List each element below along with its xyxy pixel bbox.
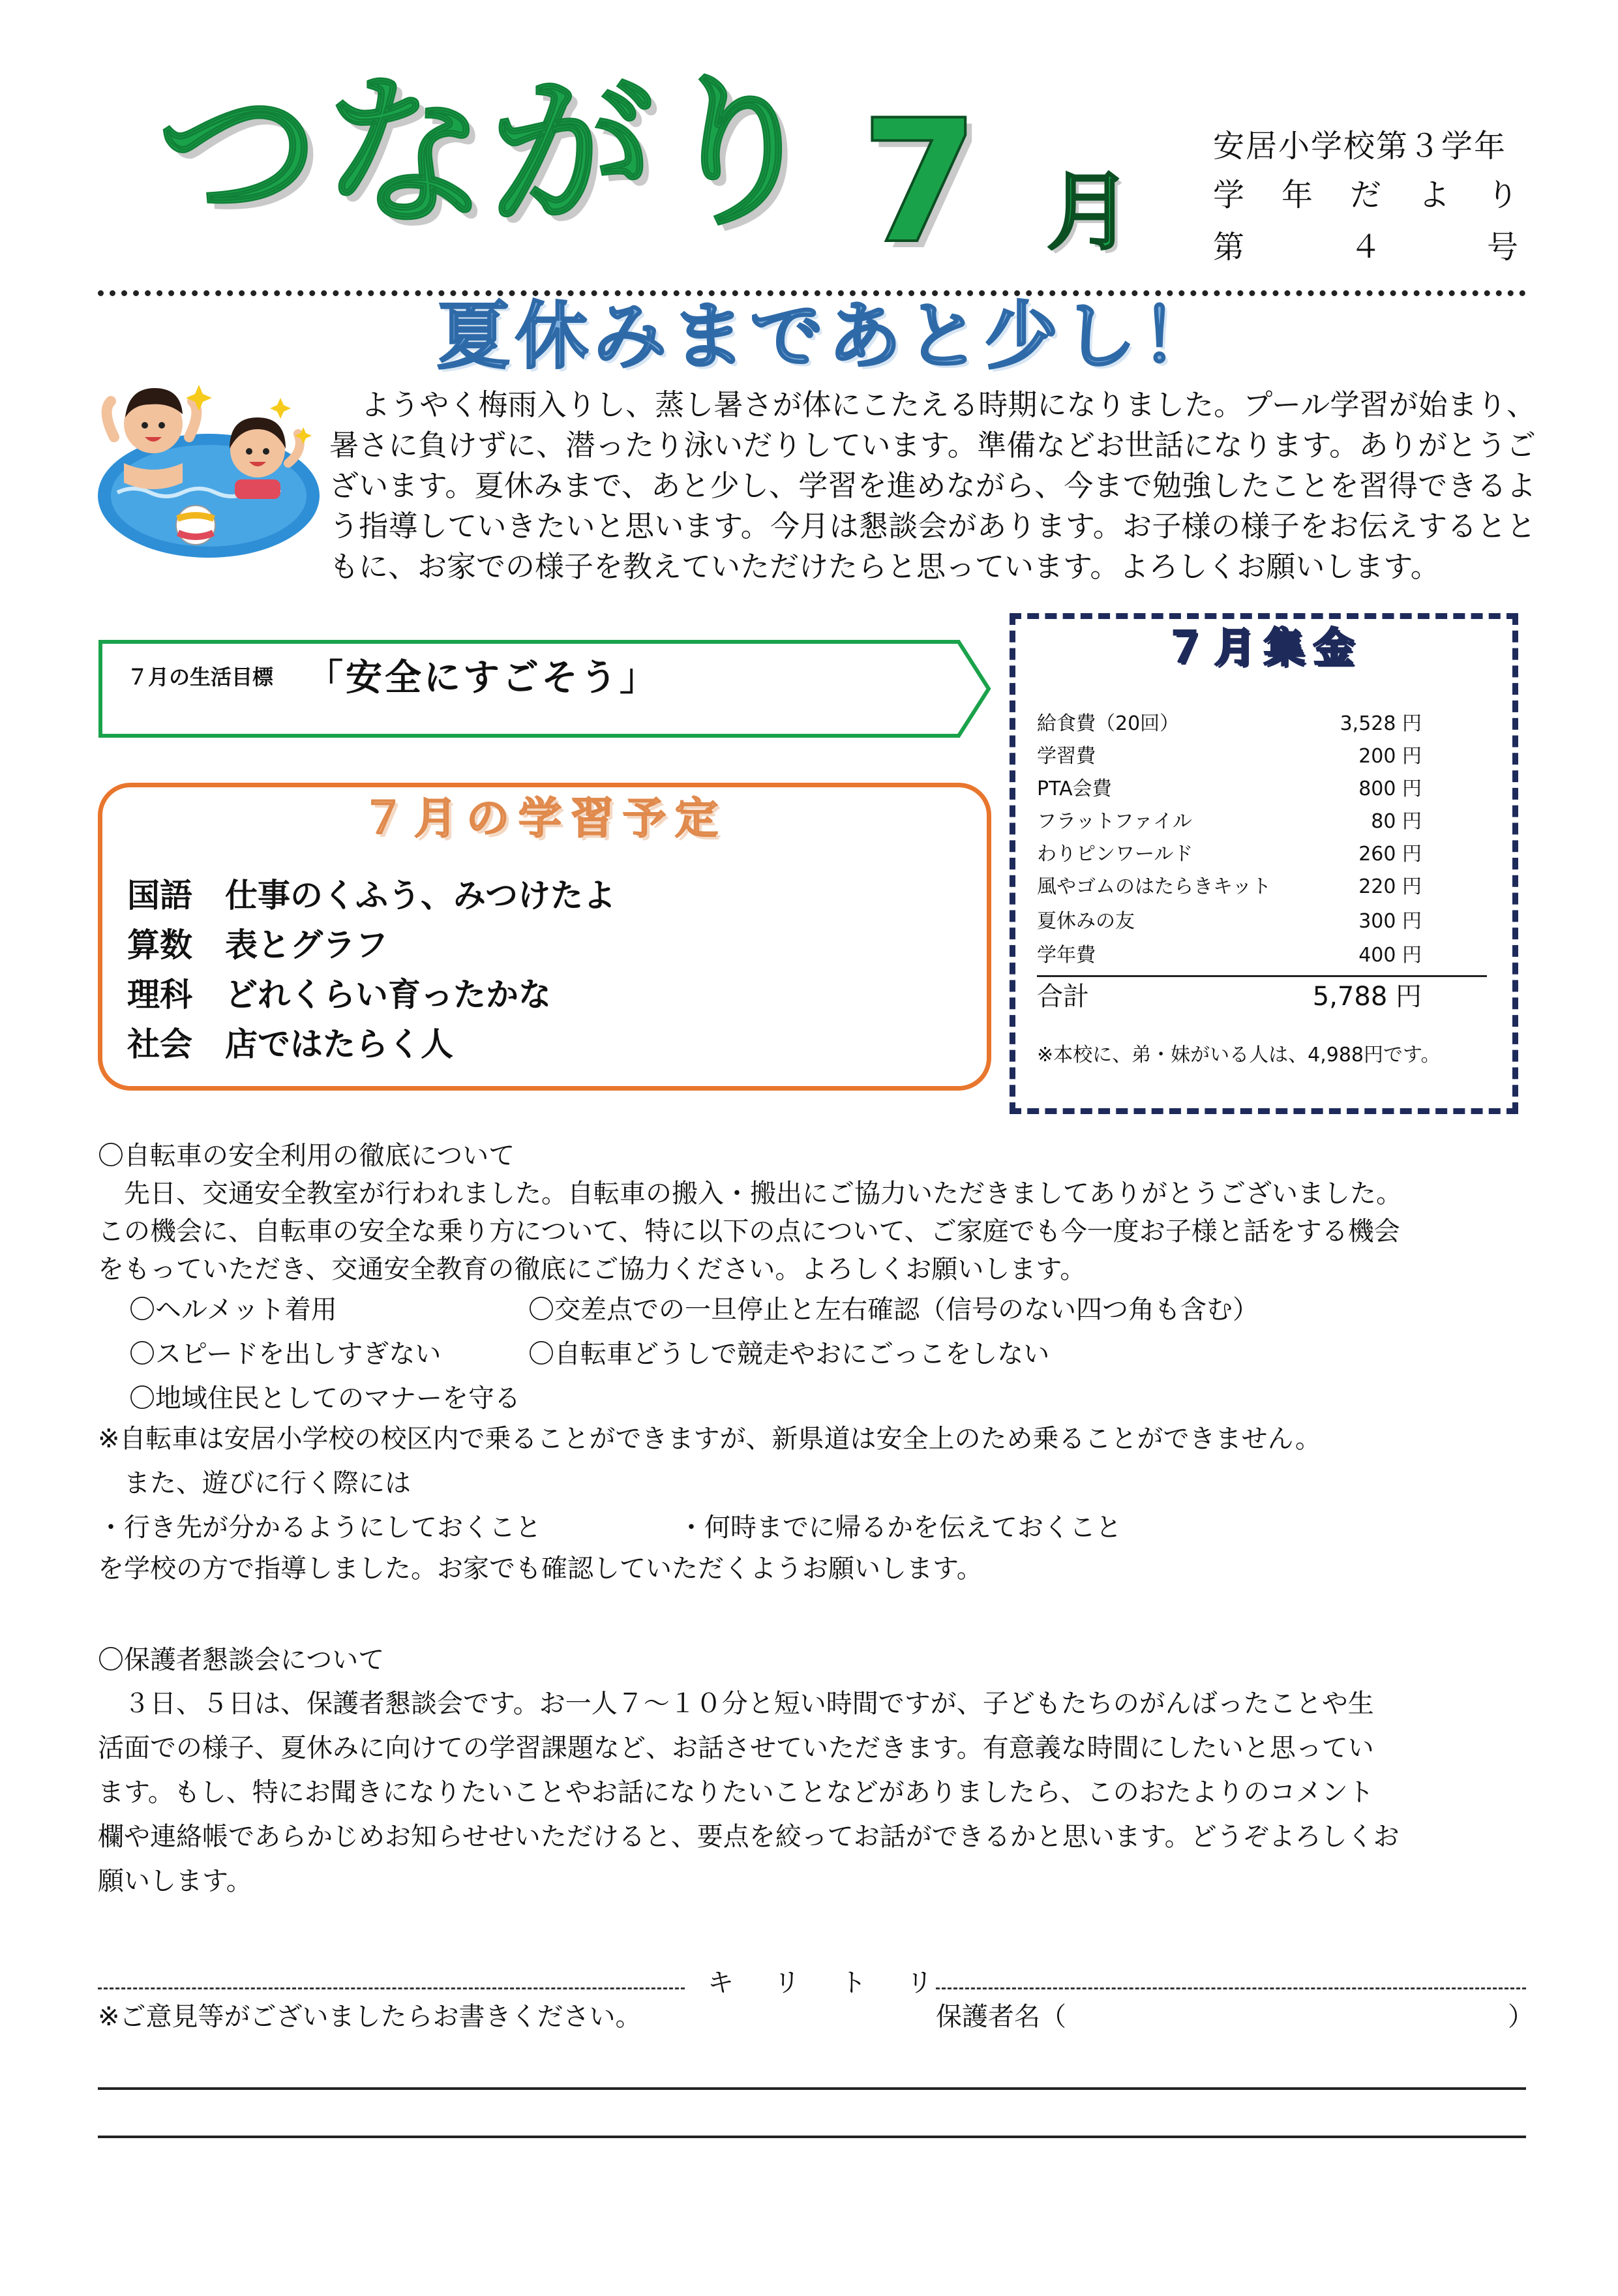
study-row: 理科 どれくらい育ったかな	[127, 976, 551, 1014]
play-rule: ・行き先が分かるようにしておくこと	[98, 1513, 541, 1543]
fee-collection-title: ７月集金	[1164, 624, 1363, 671]
body-line: また、遊びに行く際には	[98, 1468, 411, 1498]
fee-row: 給食費（20回） 3,528 円	[1037, 712, 1422, 735]
play-rule: ・何時までに帰るかを伝えておくこと	[678, 1513, 1122, 1543]
comment-line[interactable]	[98, 2087, 1526, 2090]
fee-row: PTA会費 800 円	[1037, 778, 1422, 800]
study-row: 算数 表とグラフ	[127, 926, 388, 964]
body-line: 欄や連絡帳であらかじめお知らせせいただけると、要点を絞ってお話ができるかと思います。どうぞよろしくお	[98, 1822, 1400, 1852]
cut-line-left	[98, 1987, 685, 1989]
body-line: をもっていただき、交通安全教育の徹底にご協力ください。よろしくお願いします。	[98, 1254, 1086, 1284]
fee-row: わりピンワールド 260 円	[1037, 843, 1422, 866]
study-row: 社会 店ではたらく人	[127, 1025, 453, 1063]
fee-row: 学年費 400 円	[1037, 944, 1422, 967]
body-line: を学校の方で指導しました。お家でも確認していただくようお願いします。	[98, 1554, 983, 1584]
fee-row: 学習費 200 円	[1037, 745, 1422, 768]
fee-row: 夏休みの友 300 円	[1037, 910, 1422, 933]
study-plan-title: ７月の学習予定	[362, 793, 727, 843]
life-goal-text: 「安全にすごそう」	[307, 657, 659, 699]
body-line: この機会に、自転車の安全な乗り方について、特に以下の点について、ご家庭でも今一度お子様と話をする機会	[98, 1216, 1400, 1246]
month-kanji: 月	[1047, 162, 1132, 262]
guardian-name-label: 保護者名（	[936, 2002, 1066, 2032]
swimming-kids-illustration	[85, 372, 326, 574]
body-line: ３日、５日は、保護者懇談会です。お一人７～１０分と短い時間ですが、子どもたちのがんばったことや生	[98, 1689, 1374, 1719]
intro-paragraph: ようやく梅雨入りし、蒸し暑さが体にこたえる時期になりました。プール学習が始まり、暑さに負けずに、潜ったり泳いだりしています。準備などお世話になります。ありがとうございます。夏休みまで、あと少し、学習を進めながら、今まで勉強したことを習得できるよう指導していきたいと思います。今月は懇談会があります。お子様の様子をお伝えするとともに、お家での様子を教えていただけたらと思っています。よろしくお願いします。	[329, 387, 1536, 584]
fee-total-row: 合計 5,788 円	[1037, 982, 1422, 1012]
safety-point: 〇自転車どうしで競走やおにごっこをしない	[528, 1339, 1050, 1369]
fee-row: 風やゴムのはたらきキット 220 円	[1037, 875, 1422, 898]
fee-row: フラットファイル 80 円	[1037, 810, 1422, 833]
conference-heading: 〇保護者懇談会について	[98, 1645, 385, 1675]
bicycle-heading: 〇自転車の安全利用の徹底について	[98, 1141, 515, 1171]
body-line: 先日、交通安全教室が行われました。自転車の搬入・搬出にご協力いただきましてありがとうございました。	[98, 1179, 1402, 1209]
school-name: 安居小学校第３学年	[1213, 128, 1507, 164]
safety-point: 〇ヘルメット着用	[129, 1295, 337, 1325]
life-goal-label: ７月の生活目標	[127, 665, 274, 689]
cut-line-right	[936, 1987, 1526, 1989]
study-row: 国語 仕事のくふう、みつけたよ	[127, 877, 616, 914]
fee-total-divider	[1037, 975, 1487, 977]
body-line: 活面での様子、夏休みに向けての学習課題など、お話させていただきます。有意義な時間にしたいと思ってい	[98, 1733, 1374, 1763]
body-line: ます。もし、特にお聞きになりたいことやお話になりたいことなどがありましたら、このおたよりのコメント	[98, 1777, 1374, 1807]
fee-sibling-note: ※本校に、弟・妹がいる人は、4,988円です。	[1037, 1044, 1441, 1066]
comment-request: ※ご意見等がございましたらお書きください。	[98, 2002, 642, 2032]
issue-number: 第 ４ 号	[1213, 229, 1520, 265]
newsletter-type: 学 年 だ よ り	[1213, 177, 1520, 213]
cut-here-label: キ リ ト リ	[708, 1968, 933, 1998]
bicycle-note: ※自転車は安居小学校の校区内で乗ることができますが、新県道は安全上のため乗ることができません。	[98, 1424, 1321, 1454]
subtitle: 夏休みまであと少し！	[437, 294, 1220, 379]
body-line: 願いします。	[98, 1866, 252, 1896]
safety-point: 〇交差点での一旦停止と左右確認（信号のない四つ角も含む）	[528, 1295, 1259, 1325]
comment-line[interactable]	[98, 2136, 1526, 2138]
safety-point: 〇スピードを出しすぎない	[129, 1339, 442, 1369]
guardian-name-close: ）	[1508, 2002, 1534, 2032]
safety-point: 〇地域住民としてのマナーを守る	[129, 1383, 520, 1413]
month-number: 7	[861, 84, 979, 281]
newsletter-title: つながり	[157, 58, 824, 248]
